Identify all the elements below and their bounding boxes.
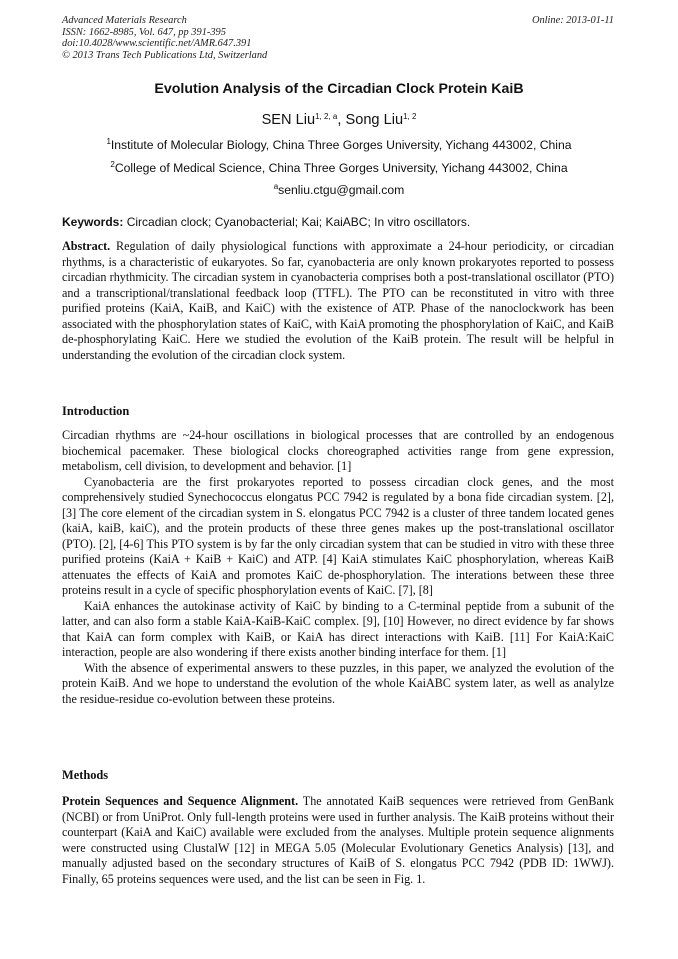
section-heading-methods: Methods (62, 768, 109, 782)
affiliation-text: Institute of Molecular Biology, China Three Gorges University, Yichang 443002, China (110, 138, 572, 152)
paragraph: Cyanobacteria are the first prokaryotes reported to possess circadian clock genes, and the most comprehensively studied Synechococcus elongatus PCC 7942 is regulated by a bona fide circadian system. [2], [3] The core element of the circadian system in S. elongatus PCC 7942 is a cluster of three tandem located genes (kaiA, kaiB, kaiC), and the protein products of these three genes makes up the post-translational oscillator (PTO). [2], [4-6] This PTO system is by far the only circadian system that can be studied in vitro with these three purified proteins (KaiA + KaiB + KaiC) and ATP. [4] KaiA stimulates KaiC phosphorylation, whereas KaiB attenuates the effects of KaiA and promotes KaiC de-phosphorylation. The interations between these three proteins result in a cycle of specific phosphorylation events of KaiC. [7], [8] (62, 474, 614, 597)
paragraph (62, 794, 614, 887)
abstract-text: Regulation of daily physiological functions with approximate a 24-hour periodicity, or circadian rhythms, is a characteristic of eukaryotes. So far, cyanobacteria are only known prokaryotes reported to possess circadian rhythmicity. The circadian system in cyanobacteria comprises both a post-translational oscillator (PTO) and a transcriptional/translational feedback loop (TTFL). The PTO can be reconstituted in vitro with three purified proteins (KaiA, KaiB, and KaiC) with the existence of ATP. Phase of the nanoclockwork has been associated with the phosphorylation states of KaiC, with KaiA promoting the phosphorylation of KaiC, and KaiB de-phosphorylating KaiC. Here we studied the evolution of the KaiB protein. The result will be helpful in understanding the evolution of the circadian clock system. (62, 239, 614, 362)
paragraph: With the absence of experimental answers to these puzzles, in this paper, we analyzed the evolution of the protein KaiB. And we hope to understand the evolution of the whole KaiABC system later, as well as analylze the residue-residue co-evolution between these proteins. (62, 660, 614, 706)
keywords-label: Keywords: (62, 215, 124, 229)
doi-line: doi:10.4028/www.scientific.net/AMR.647.391 (62, 38, 252, 50)
affiliation-text: College of Medical Science, China Three Gorges University, Yichang 443002, China (114, 161, 568, 175)
subsection-heading: Protein Sequences and Sequence Alignment. (62, 794, 299, 808)
affiliation-marker: 2 (110, 160, 115, 169)
author-affiliation-marker: 1, 2, a (315, 112, 338, 121)
abstract-paragraph (62, 239, 614, 363)
abstract-label: Abstract. (62, 239, 111, 253)
affiliation-2 (0, 160, 678, 176)
paragraph: Circadian rhythms are ~24-hour oscillations in biological processes that are controlled by an endogenous biochemical pacemaker. These biological clocks choreographed activities range from gene expression, metabolism, cell division, to development and behavior. [1] (62, 428, 614, 473)
methods-body (62, 794, 614, 887)
author-list (0, 110, 678, 130)
journal-meta (62, 15, 267, 61)
online-date: Online: 2013-01-11 (531, 15, 614, 26)
author-separator: , (337, 112, 346, 128)
introduction-body (62, 428, 614, 707)
author-affiliation-marker: 1, 2 (403, 112, 417, 121)
affiliation-1 (0, 137, 678, 153)
affiliation-marker: 1 (106, 137, 111, 146)
paragraph: KaiA enhances the autokinase activity of KaiC by binding to a C-terminal peptide from a subunit of the latter, and can also form a stable KaiA-KaiB-KaiC complex. [9], [10] However, no direct evidence by far shows that KaiA can form complex with KaiB, or KaiA has direct interactions with KaiB. [11] For KaiA:KaiC interaction, people are also wondering if there exists another binding interface for them. [1] (62, 598, 614, 659)
keywords (62, 214, 616, 230)
copyright-line: © 2013 Trans Tech Publications Ltd, Switzerland (62, 49, 268, 61)
author-name: SEN Liu (261, 112, 316, 128)
paper-title: Evolution Analysis of the Circadian Clock Protein KaiB (154, 81, 524, 97)
abstract (62, 239, 614, 363)
issn-line: ISSN: 1662-8985, Vol. 647, pp 391-395 (62, 26, 226, 38)
email-marker: a (273, 182, 279, 191)
email-address: senliu.ctgu@gmail.com (278, 183, 405, 197)
journal-name: Advanced Materials Research (62, 15, 187, 26)
author-name: Song Liu (345, 112, 404, 128)
methods-text: The annotated KaiB sequences were retrieved from GenBank (NCBI) or from UniProt. Only full-length proteins were used in further analysis. The KaiB proteins without their counterpart (KaiA and KaiC) available were excluded from the analyses. Multiple protein sequence alignments were constructed using ClustalW [12] in MEGA 5.05 (Molecular Evolutionary Genetics Analysis) [13], and manually adjusted based on the secondary structures of KaiB of S. elongatus PCC 7942 (PDB ID: 1WWJ). Finally, 65 proteins sequences were used, and the list can be seen in Fig. 1. (62, 794, 614, 886)
section-heading-introduction: Introduction (62, 404, 130, 418)
author-email (0, 182, 678, 198)
keywords-text: Circadian clock; Cyanobacterial; Kai; KaiABC; In vitro oscillators. (123, 215, 471, 229)
